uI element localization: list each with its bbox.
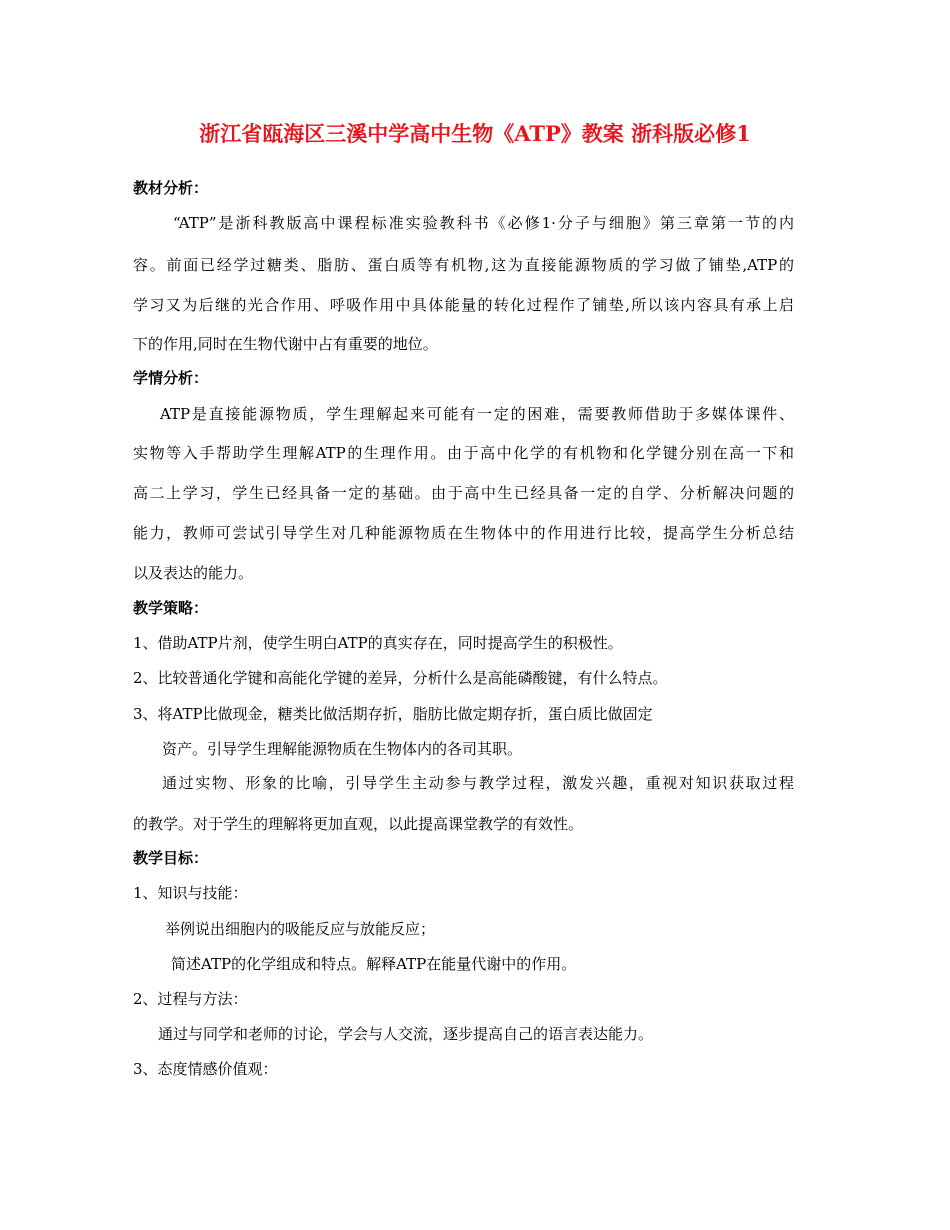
paragraph-line: 通过实物、形象的比喻，引导学生主动参与教学过程，激发兴趣，重视对知识获取过程 [162,774,794,792]
list-item: 3、态度情感价值观： [133,1060,278,1078]
paragraph-line: 举例说出细胞内的吸能反应与放能反应； [165,920,436,938]
section-heading-materials-analysis: 教材分析： [133,179,209,197]
list-item: 3、将ATP比做现金，糖类比做活期存折，脂肪比做定期存折，蛋白质比做固定 [133,705,653,723]
paragraph-line: 容。前面已经学过糖类、脂肪、蛋白质等有机物,这为直接能源物质的学习做了铺垫,ATP的 [133,256,794,274]
paragraph-line: 的教学。对于学生的理解将更加直观，以此提高课堂教学的有效性。 [133,815,584,833]
paragraph-line: 简述ATP的化学组成和特点。解释ATP在能量代谢中的作用。 [171,955,577,973]
paragraph-line: 以及表达的能力。 [133,564,254,582]
list-item: 2、过程与方法： [133,990,248,1008]
section-heading-teaching-strategy: 教学策略： [133,599,209,617]
list-item: 2、比较普通化学键和高能化学键的差异，分析什么是高能磷酸键，有什么特点。 [133,669,668,687]
section-heading-teaching-goals: 教学目标： [133,849,209,867]
document-title: 浙江省瓯海区三溪中学高中生物《ATP》教案 浙科版必修1 [199,121,751,146]
list-item: 1、知识与技能： [133,884,248,902]
paragraph-line: 下的作用,同时在生物代谢中占有重要的地位。 [133,335,438,353]
list-item: 1、借助ATP片剂，使学生明白ATP的真实存在，同时提高学生的积极性。 [133,634,623,652]
paragraph-line: 学习又为后继的光合作用、呼吸作用中具体能量的转化过程作了铺垫,所以该内容具有承上启 [133,296,794,314]
section-heading-learner-analysis: 学情分析： [133,369,209,387]
paragraph-line: 资产。引导学生理解能源物质在生物体内的各司其职。 [162,740,523,758]
paragraph-line: ATP是直接能源物质，学生理解起来可能有一定的困难，需要教师借助于多媒体课件、 [160,405,794,423]
paragraph-line: 能力，教师可尝试引导学生对几种能源物质在生物体中的作用进行比较，提高学生分析总结 [133,524,794,542]
paragraph-line: “ATP”是浙科教版高中课程标准实验教科书《必修1·分子与细胞》第三章第一节的内 [173,214,794,232]
paragraph-line: 通过与同学和老师的讨论，学会与人交流，逐步提高自己的语言表达能力。 [158,1025,654,1043]
paragraph-line: 实物等入手帮助学生理解ATP的生理作用。由于高中化学的有机物和化学键分别在高一下和 [133,444,794,462]
paragraph-line: 高二上学习，学生已经具备一定的基础。由于高中生已经具备一定的自学、分析解决问题的 [133,484,794,502]
